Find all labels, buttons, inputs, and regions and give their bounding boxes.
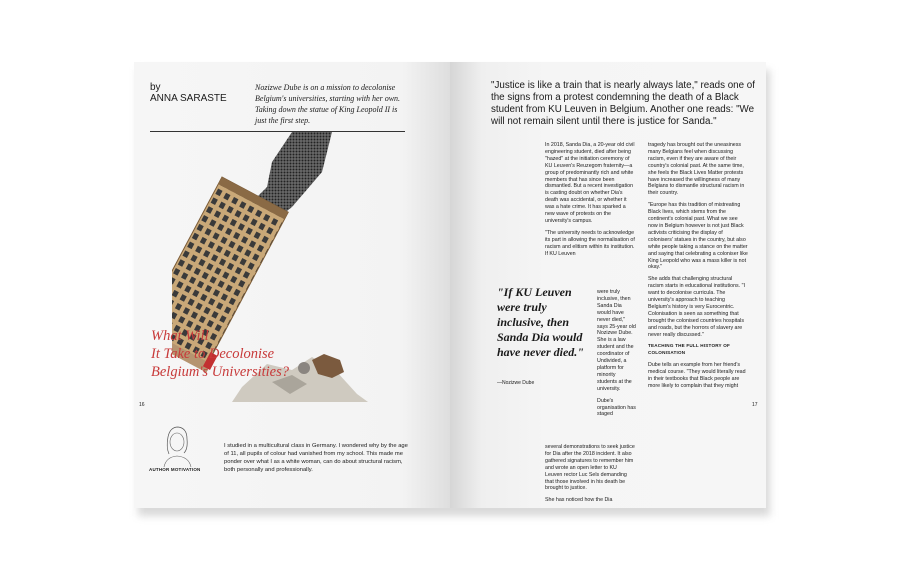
section-heading: TEACHING THE FULL HISTORY OF COLONISATION [648,343,730,356]
author-motivation-label: AUTHOR MOTIVATION [149,467,201,472]
article-title [151,327,331,381]
page-number-right: 17 [752,402,758,408]
col2-paragraph-3: She adds that challenging structural racism starts in educational institutions. "I want to decolonise curricula. The university's approach to teaching Belgium's history is very Eurocentric. Colonisation is seen as something that brought the colonised countries hospitals and roads, but the horrors of slavery are never really discussed." [648,276,745,338]
author-portrait-sketch [156,423,196,467]
column-2 [648,142,748,395]
col1-paragraph-4: She has noticed how the Dia [545,497,613,504]
byline-by: by [150,82,161,93]
title-line-1: What Will [151,328,209,344]
pull-quote: "If KU Leuven were truly inclusive, then Sanda Dia would have never died." [497,285,584,359]
lead-quote: "Justice is like a train that is nearly always late," reads one of the signs from a protest condemning the death of a Black student from KU Leuven in Belgium. Another one reads: "We will not remain silent until there is justice for Sanda." [491,80,755,127]
col1-paragraph-2b: were truly inclusive, then Sanda Dia would have never died," says 25-year old Nozizwe Dube. She is a law student and the coordinator of Undivided, a platform for minority students at the university. [597,289,636,392]
column-1-bottom [545,444,635,508]
pull-quote-attribution: —Nozizwe Dube [497,380,535,386]
col1-paragraph-1: In 2018, Sanda Dia, a 20-year old civil engineering student, died after being "hazed" at the initiation ceremony of KU Leuven's Reuzegom fraternity—a group of predominantly rich and white members that has since been dismantled. But a recent investigation is casting doubt on whether Dia's death was accidental, or whether it was a hate crime. It has sparked a new wave of protests on the university's campus. [545,142,635,224]
col2-paragraph-4: Dube tells an example from her friend's medical course. "They would literally read in their textbooks that Black people are more likely to complain that they might [648,362,746,389]
col1-paragraph-3b: several demonstrations to seek justice for Dia after the 2018 incident. It also gathered signatures to remember him and wrote an open letter to KU Leuven rector Luc Sels demanding that those involved in his death be brought to justice. [545,444,635,492]
byline-author: ANNA SARASTE [150,93,227,104]
col1-paragraph-2: "The university needs to acknowledge its part in allowing the normalisation of racism and elitism within its institution. If KU Leuven [545,229,635,257]
title-line-3: Belgium's Universities? [151,364,290,380]
col1-paragraph-3a: Dube's organisation has staged [597,397,636,418]
page-number-left: 16 [139,402,145,408]
title-line-2: It Take to Decolonise [151,346,275,362]
column-1-wrap [597,289,637,418]
magazine-spread [134,62,766,510]
left-page [134,62,450,508]
column-1 [545,142,635,258]
col2-paragraph-1: tragedy has brought out the uneasiness many Belgians feel when discussing racism, even if they are aware of their country's colonial past. At the same time, she feels the Black Lives Matter protests have increased the willingness of many Belgians to dismantle structural racism in their country. [648,142,745,197]
author-bio: I studied in a multicultural class in Germany. I wondered why by the age of 11, all pupils of colour had vanished from my school. This made me ponder over what I as a white woman, can do about structural racism, both personally and professionally. [224,443,408,473]
byline [150,82,227,104]
col2-paragraph-2: "Europe has this tradition of mistreating Black lives, which stems from the continent's colonial past. What we see now in Belgium however is not just Black activists criticising the display of colonisers' statues in the country, but also white people taking a stance on the matter and saying that celebrating a coloniser like King Leopold who was a mass killer is not okay." [648,202,748,271]
right-page [450,62,766,508]
article-intro: Nozizwe Dube is on a mission to decolonise Belgium's universities, starting with her own. Taking down the statue of King Leopold II is just the first step. [255,83,401,125]
